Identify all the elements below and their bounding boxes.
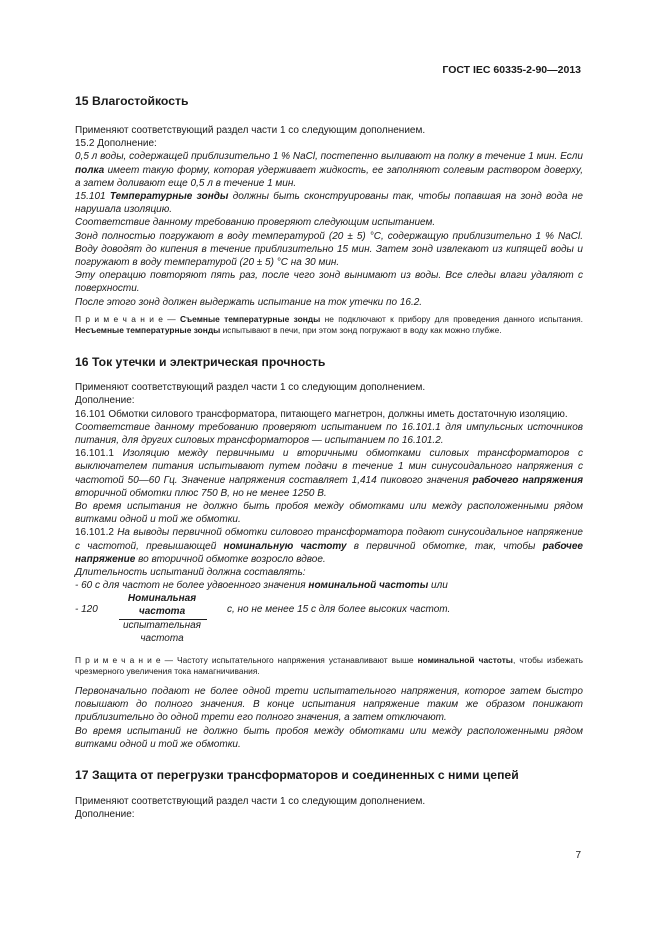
paragraph: Во время испытания не должно быть пробоя между обмотками или между расположенными рядом витками одной и той же обмотки. — [75, 501, 583, 526]
formula-denominator: испытательная частота — [122, 619, 202, 644]
paragraph: Соответствие данному требованию проверяют следующим испытанием. — [75, 217, 436, 229]
paragraph: Дополнение: — [75, 395, 135, 407]
paragraph: Эту операцию повторяют пять раз, после чего зонд вынимают из воды. Все следы влаги удаляют с поверхности. — [75, 270, 583, 295]
section-16-title: 16 Ток утечки и электрическая прочность — [75, 355, 326, 370]
paragraph: Применяют соответствующий раздел части 1 со следующим дополнением. — [75, 125, 426, 136]
section-17-title: 17 Защита от перегрузки трансформаторов и соединенных с ними цепей — [75, 767, 519, 782]
note: П р и м е ч а н и е — Съемные температурные зонды не подключают к прибору для проведения данного испытания. Несъемные температурные зонды испытывают в печи, при этом зонд погружают в воду как можно глубже. — [75, 313, 584, 336]
paragraph: Длительность испытаний должна составлять: — [75, 567, 306, 579]
page-number: 7 — [575, 850, 581, 861]
paragraph: Применяют соответствующий раздел части 1 со следующим дополнением. — [75, 382, 426, 394]
paragraph: 15.2 Дополнение: — [75, 138, 157, 150]
duration-formula — [75, 593, 583, 651]
paragraph: 16.101.1 Изоляцию между первичными и вторичными обмотками силовых трансформаторов с выключателем питания испытывают путем подачи в течение 1 мин синусоидального напряжения с частотой 50—60 Гц. Значение напряжения составляет 1,414 пикового значения рабочего напряжения вторичной обмотки плюс 750 В, но не менее 1250 В. — [75, 448, 583, 499]
paragraph: - 60 с для частот не более удвоенного значения номинальной частоты или — [75, 580, 448, 592]
paragraph: Зонд полностью погружают в воду температурой (20 ± 5) °С, содержащую приблизительно 1 % NaCl. Воду доводят до кипения в течение приблизительно 15 мин. Затем зонд извлекают из кипящей воды и погружают в воду температурой (20 ± 5) °С на 30 мин. — [75, 230, 583, 269]
paragraph: 15.101 Температурные зонды должны быть сконструированы так, чтобы попавшая на зонд вода не нарушала изоляцию. — [75, 191, 583, 216]
paragraph: Первоначально подают не более одной трети испытательного напряжения, которое затем быстро повышают до полного значения. В конце испытания напряжение таким же образом понижают приблизительно до одной трети его полного значения, а затем отключают. — [75, 685, 583, 724]
paragraph: 16.101 Обмотки силового трансформатора, питающего магнетрон, должны иметь достаточную изоляцию. — [75, 408, 568, 420]
paragraph: Дополнение: — [75, 809, 135, 821]
document-header: ГОСТ IEC 60335-2-90—2013 — [442, 64, 581, 76]
formula-condition: с, но не менее 15 с для более высоких частот. — [227, 603, 451, 615]
formula-coefficient: - 120 — [75, 603, 98, 615]
paragraph: Применяют соответствующий раздел части 1 со следующим дополнением. — [75, 795, 426, 807]
paragraph: 16.101.2 На выводы первичной обмотки силового трансформатора подают синусоидальное напряжение с частотой, превышающей номинальную частоту в первичной обмотке, так, чтобы рабочее напряжение во вторичной обмотке возросло вдвое. — [75, 527, 583, 565]
document-body — [75, 93, 583, 821]
note: П р и м е ч а н и е — Частоту испытательного напряжения устанавливают выше номинальной частоты, чтобы избежать чрезмерного увеличения тока намагничивания. — [75, 654, 583, 676]
paragraph: Соответствие данному требованию проверяют испытанием по 16.101.1 для импульсных источников питания, для других силовых трансформаторов — испытанием по 16.101.2. — [75, 421, 583, 447]
paragraph: 0,5 л воды, содержащей приблизительно 1 % NaCl, постепенно выливают на полку в течение 1 мин. Если полка имеет такую форму, которая удерживает жидкость, ее заполняют солевым раствором доверху, а затем доливают еще 0,5 л в течение 1 мин. — [75, 151, 583, 189]
paragraph: Во время испытаний не должно быть пробоя между обмотками или между расположенными рядом витками одной и той же обмотки. — [75, 725, 583, 750]
formula-numerator: Номинальная частота — [127, 592, 197, 617]
section-15-title: 15 Влагостойкость — [75, 94, 189, 108]
paragraph: После этого зонд должен выдержать испытание на ток утечки по 16.2. — [75, 296, 423, 308]
